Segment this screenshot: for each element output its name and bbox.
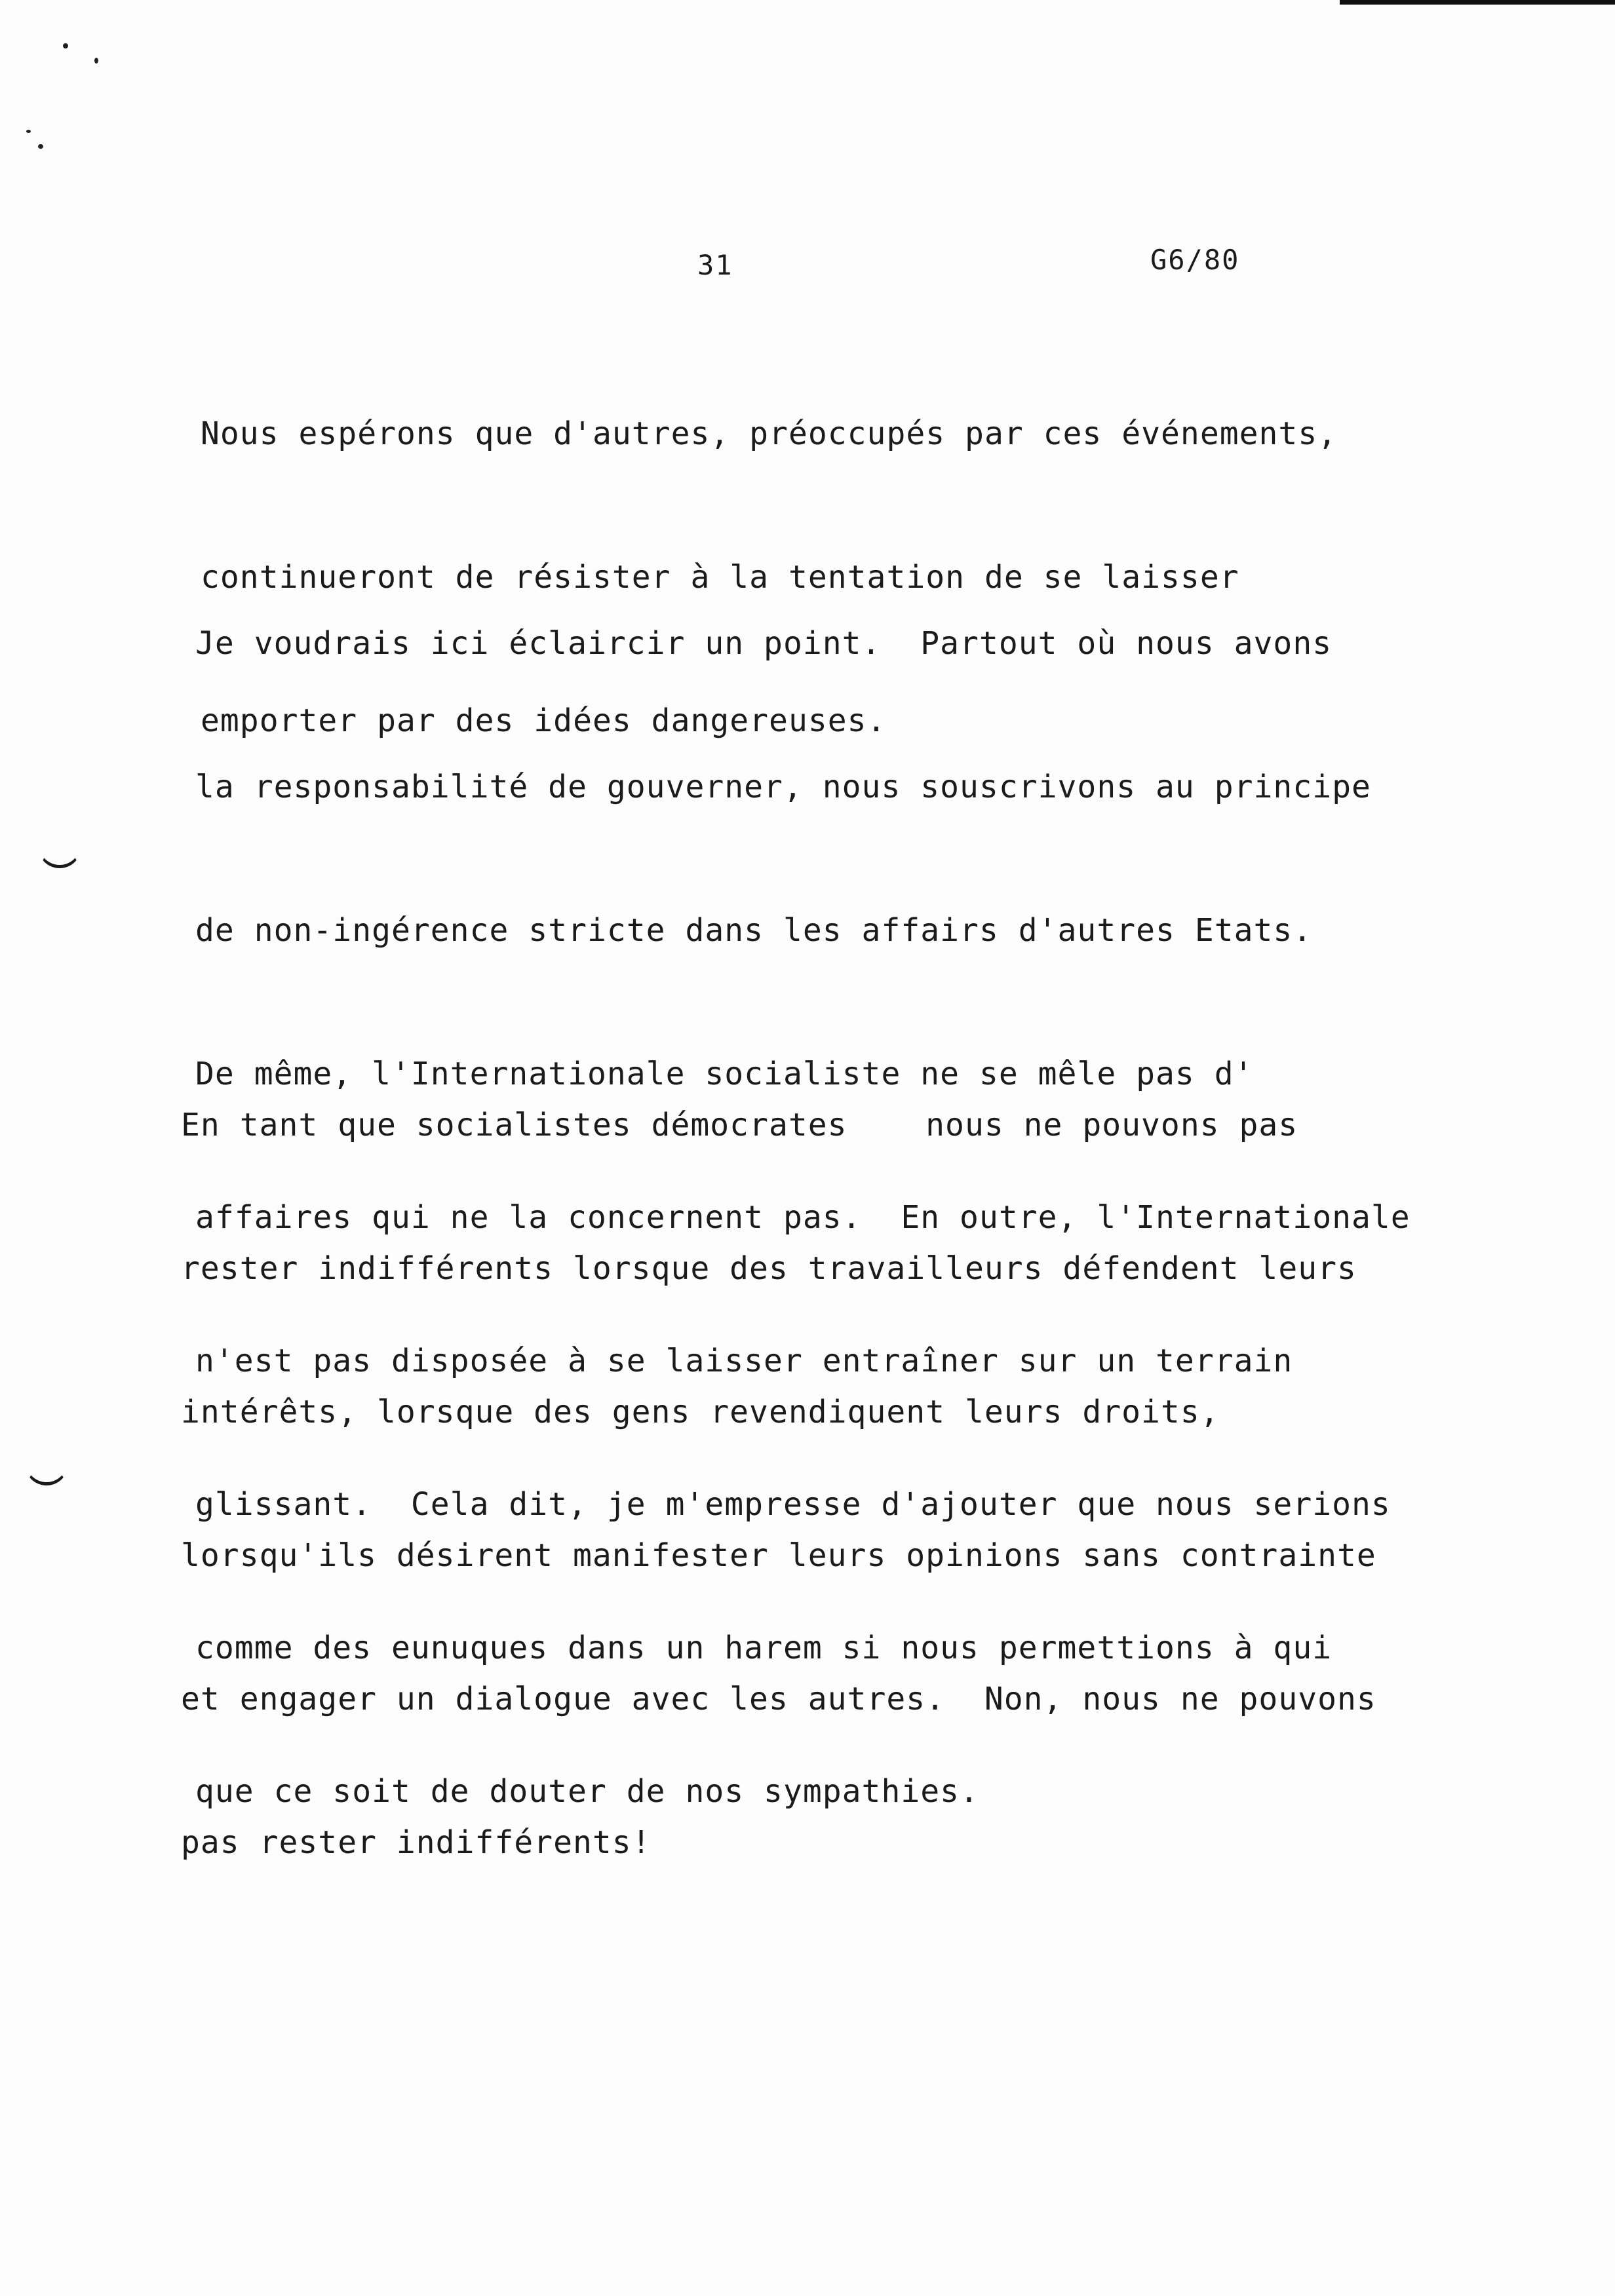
text-line: comme des eunuques dans un harem si nous permettions à qui	[195, 1630, 1333, 1666]
text-line: que ce soit de douter de nos sympathies.	[195, 1773, 979, 1810]
text-line: continueront de résister à la tentation de se laisser	[201, 559, 1239, 596]
paragraph-3	[181, 1006, 1376, 1962]
scan-speck	[94, 58, 98, 64]
top-edge-rule	[1340, 0, 1615, 5]
text-line: la responsabilité de gouverner, nous souscrivons au principe	[195, 769, 1371, 805]
text-line: glissant. Cela dit, je m'empresse d'ajouter que nous serions	[195, 1486, 1391, 1523]
page-number: 31	[697, 249, 733, 281]
text-line: n'est pas disposée à se laisser entraîner sur un terrain	[195, 1343, 1293, 1379]
text-line: affaires qui ne la concernent pas. En outre, l'Internationale	[195, 1199, 1411, 1236]
text-line: pas rester indifférents!	[181, 1824, 652, 1861]
text-line: lorsqu'ils désirent manifester leurs opinions sans contrainte	[181, 1537, 1376, 1574]
scan-speck	[63, 43, 68, 48]
text-line: et engager un dialogue avec les autres. Non, nous ne pouvons	[181, 1681, 1376, 1717]
scan-speck	[26, 130, 31, 133]
text-line: rester indifférents lorsque des travailleurs défendent leurs	[181, 1250, 1357, 1287]
text-line: De même, l'Internationale socialiste ne se mêle pas d'	[195, 1056, 1254, 1092]
scan-speck	[38, 144, 43, 149]
text-line: de non-ingérence stricte dans les affairs d'autres Etats.	[195, 912, 1313, 949]
text-line: Je voudrais ici éclaircir un point. Partout où nous avons	[195, 625, 1333, 662]
text-line: intérêts, lorsque des gens revendiquent leurs droits,	[181, 1394, 1220, 1430]
punch-hole-mark	[38, 845, 81, 868]
text-line: En tant que socialistes démocrates nous ne pouvons pas	[181, 1107, 1298, 1143]
text-line: emporter par des idées dangereuses.	[201, 702, 887, 739]
punch-hole-mark	[25, 1463, 68, 1485]
document-reference: G6/80	[1150, 244, 1240, 276]
text-line: Nous espérons que d'autres, préoccupés par ces événements,	[201, 415, 1338, 452]
